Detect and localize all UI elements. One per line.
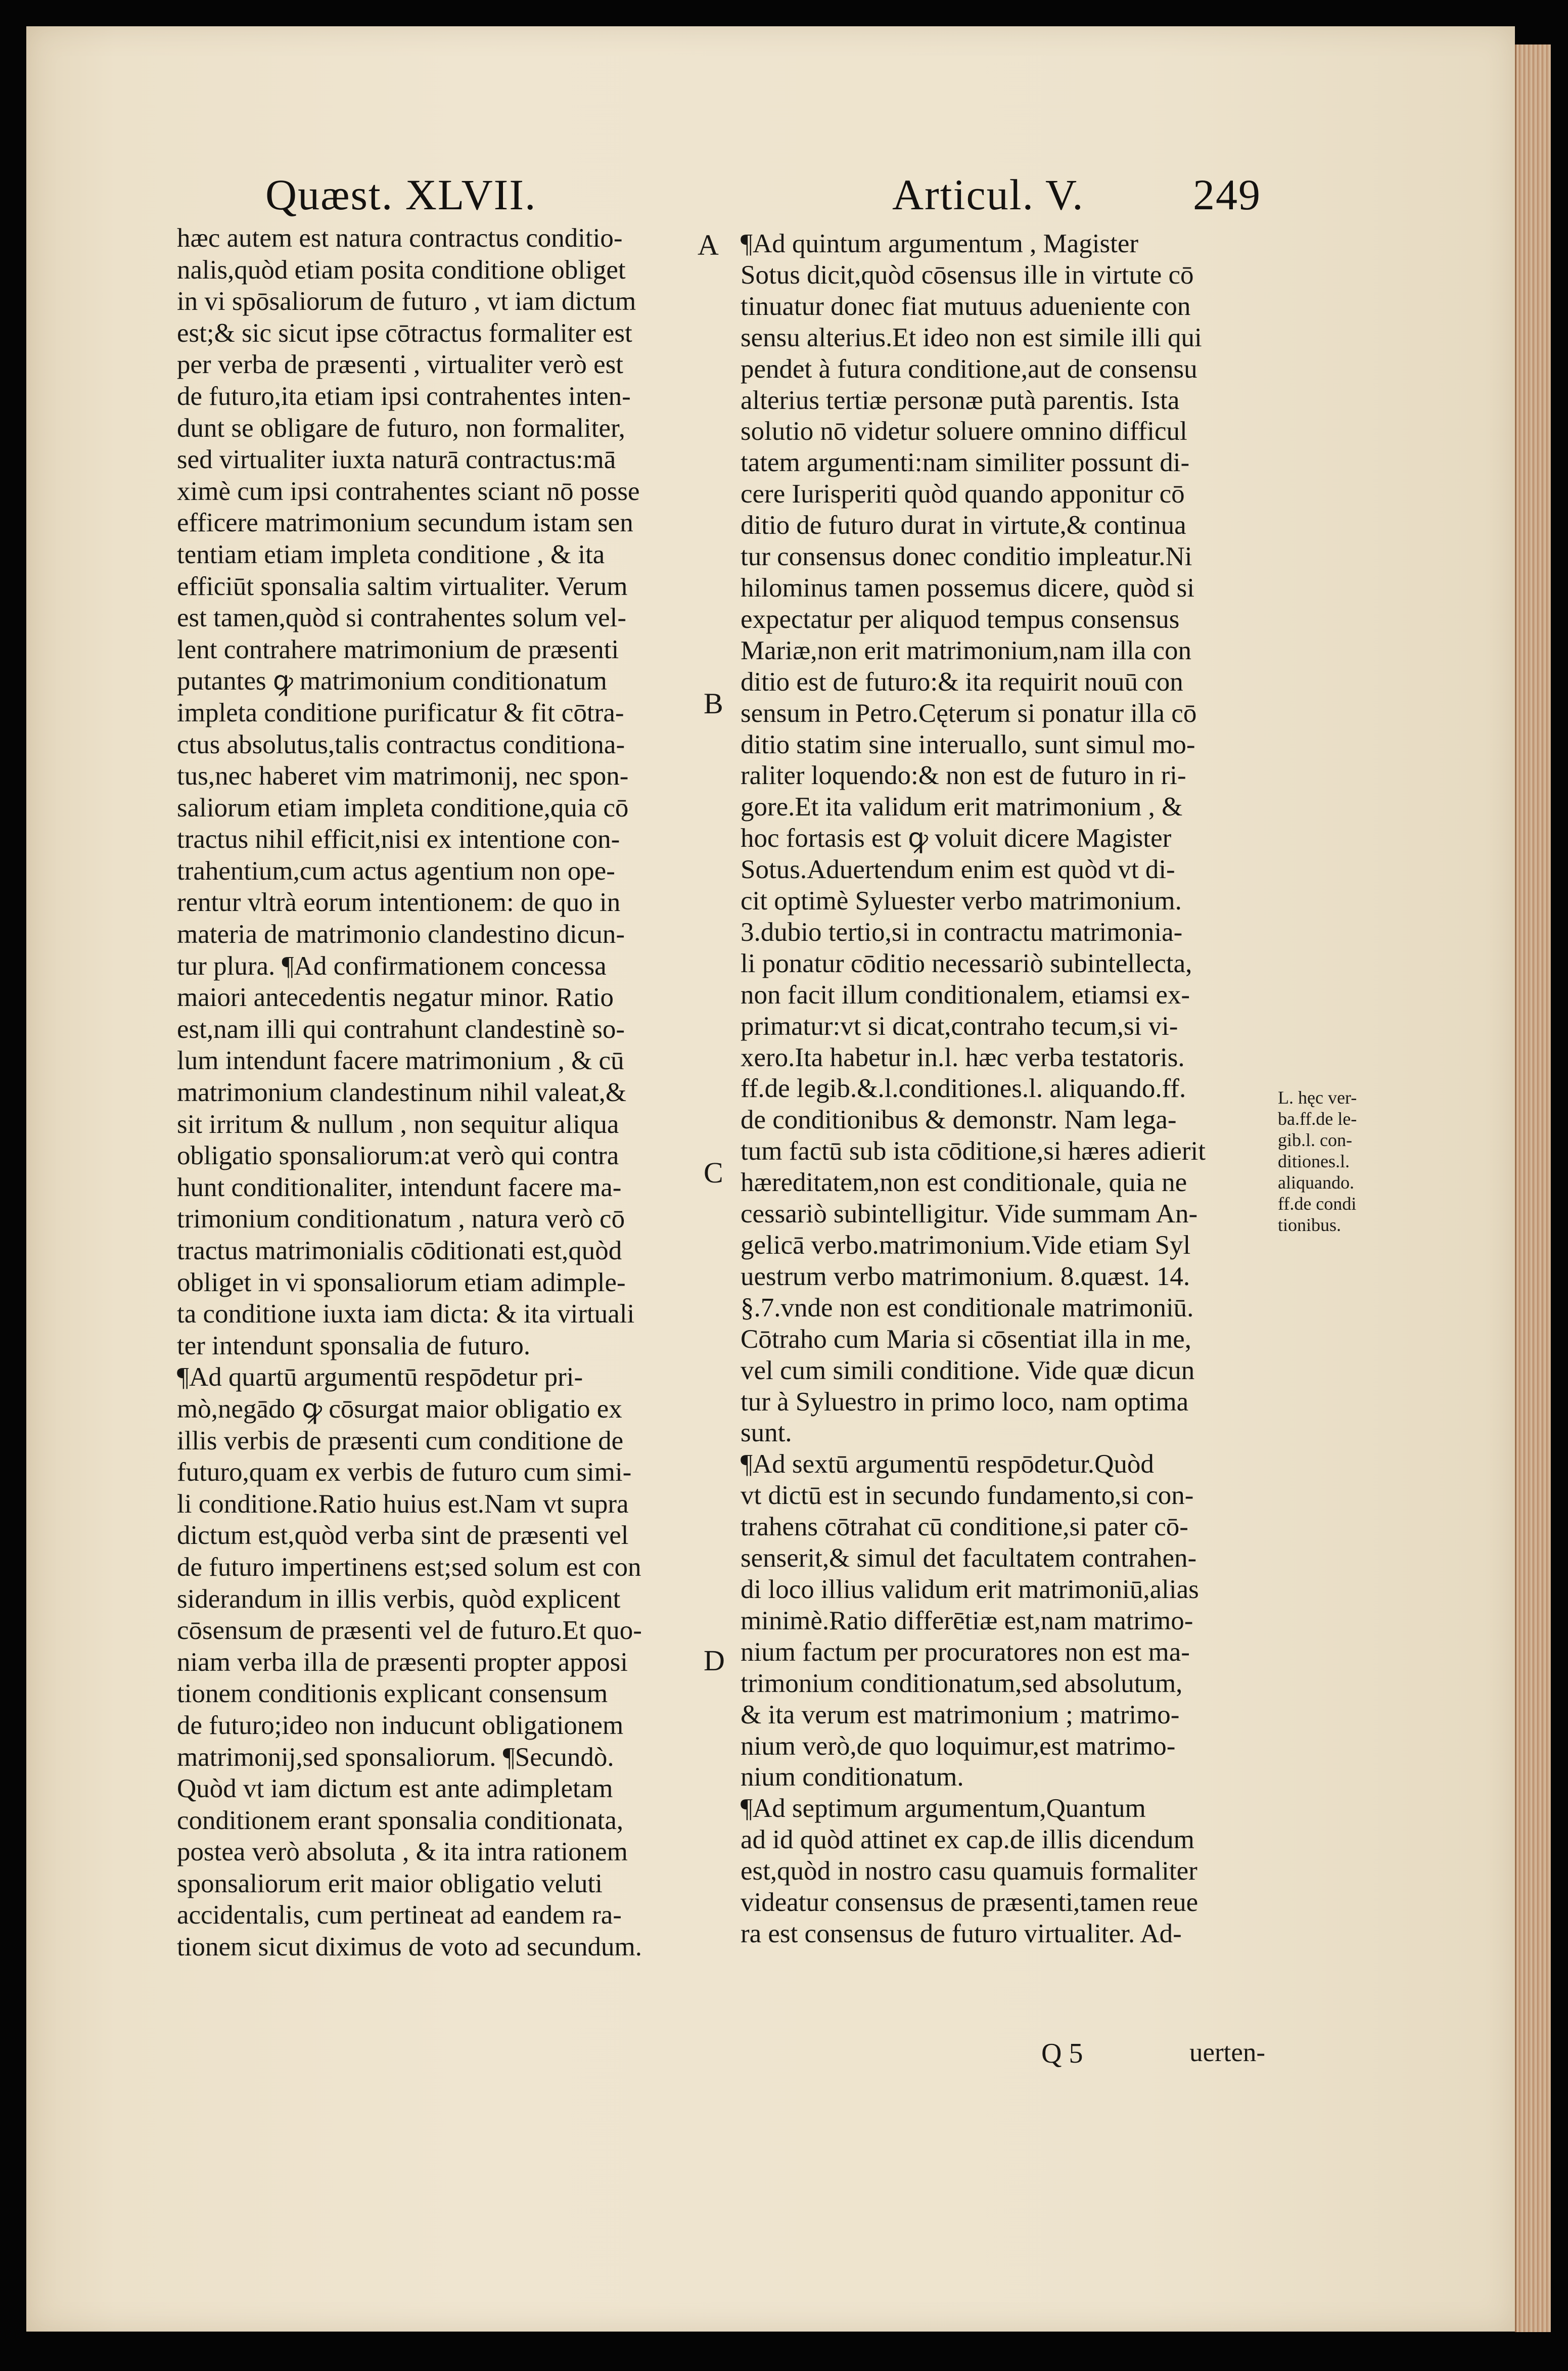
text-line: tum factū sub ista cōditione,si hæres adierit	[741, 1136, 1206, 1166]
text-line: solutio nō videtur soluere omnino difficul	[741, 417, 1187, 446]
text-line: materia de matrimonio clandestino dicun-	[177, 920, 625, 949]
text-line: est,nam illi qui contrahunt clandestinè so-	[177, 1014, 625, 1044]
text-line: nalis,quòd etiam posita conditione obliget	[177, 255, 626, 285]
text-line: per verba de præsenti , virtualiter verò est	[177, 350, 624, 380]
text-line: cōsensum de præsenti vel de futuro.Et quo-	[177, 1616, 642, 1646]
text-line: trimonium conditionatum , natura verò cō	[177, 1204, 625, 1234]
text-line: tur à Syluestro in primo loco, nam optima	[741, 1387, 1189, 1417]
text-line: raliter loquendo:& non est de futuro in ri-	[741, 761, 1186, 791]
text-line: cessariò subintelligitur. Vide summam An-	[741, 1199, 1198, 1229]
citation-line: ff.de condi	[1278, 1194, 1357, 1214]
text-line: sunt.	[741, 1418, 792, 1448]
text-line: futuro,quam ex verbis de futuro cum simi-	[177, 1457, 632, 1487]
text-line: postea verò absoluta , & ita intra rationem	[177, 1837, 628, 1867]
text-line: tus,nec haberet vim matrimonij, nec spon-	[177, 761, 629, 791]
text-line: dunt se obligare de futuro, non formaliter,	[177, 413, 625, 443]
text-line: sit irritum & nullum , non sequitur aliqua	[177, 1109, 619, 1139]
text-line: cere Iurisperiti quòd quando apponitur cō	[741, 479, 1185, 509]
margin-letter-a: A	[698, 229, 719, 261]
citation-line: aliquando.	[1278, 1172, 1354, 1193]
text-line: ditio de futuro durat in virtute,& continua	[741, 511, 1186, 540]
text-line: ¶Ad sextū argumentū respōdetur.Quòd	[741, 1449, 1154, 1479]
text-line: de futuro impertinens est;sed solum est con	[177, 1552, 641, 1582]
catchword: uerten-	[1189, 2038, 1266, 2067]
text-line: ditio statim sine interuallo, sunt simul mo-	[741, 729, 1195, 759]
page-edges	[1515, 44, 1551, 2332]
text-line: tinuatur donec fiat mutuus adueniente con	[741, 291, 1191, 321]
margin-letter-c: C	[704, 1156, 723, 1189]
text-line: Cōtraho cum Maria si cōsentiat illa in me,	[741, 1324, 1191, 1354]
text-line: cit optimè Syluester verbo matrimonium.	[741, 886, 1182, 916]
text-line: & ita verum est matrimonium ; matrimo-	[741, 1700, 1180, 1729]
text-line: ¶Ad quintum argumentum , Magister	[741, 229, 1139, 258]
text-line: ter intendunt sponsalia de futuro.	[177, 1331, 531, 1360]
marginal-citation	[1278, 1087, 1409, 1236]
text-line: efficiūt sponsalia saltim virtualiter. Verum	[177, 571, 628, 601]
text-line: tentiam etiam impleta conditione , & ita	[177, 539, 605, 569]
text-line: sensu alterius.Et ideo non est simile illi qui	[741, 323, 1202, 352]
text-line: Mariæ,non erit matrimonium,nam illa con	[741, 635, 1191, 665]
citation-line: ditiones.l.	[1278, 1151, 1350, 1171]
text-line: nium conditionatum.	[741, 1762, 964, 1792]
citation-line: L. hęc ver-	[1278, 1087, 1357, 1108]
text-line: trimonium conditionatum,sed absolutum,	[741, 1668, 1183, 1698]
text-line: videatur consensus de præsenti,tamen reue	[741, 1888, 1198, 1918]
text-line: de conditionibus & demonstr. Nam lega-	[741, 1105, 1177, 1135]
text-line: tractus nihil efficit,nisi ex intentione con-	[177, 825, 620, 854]
text-line: xero.Ita habetur in.l. hæc verba testatoris.	[741, 1042, 1185, 1072]
text-line: ta conditione iuxta iam dicta: & ita virtuali	[177, 1299, 635, 1329]
text-line: tionem sicut diximus de voto ad secundum.	[177, 1932, 642, 1962]
text-line: est;& sic sicut ipse cōtractus formaliter est	[177, 318, 632, 348]
text-line: gelicā verbo.matrimonium.Vide etiam Syl	[741, 1230, 1191, 1260]
text-line: ra est consensus de futuro virtualiter. Ad-	[741, 1919, 1182, 1948]
text-line: vt dictū est in secundo fundamento,si con-	[741, 1481, 1194, 1511]
text-line: nium verò,de quo loquimur,est matrimo-	[741, 1731, 1176, 1761]
text-line: tatem argumenti:nam similiter possunt di-	[741, 448, 1190, 478]
text-line: §.7.vnde non est conditionale matrimoniū.	[741, 1293, 1194, 1323]
text-line: ditio est de futuro:& ita requirit nouū con	[741, 667, 1183, 697]
text-line: li conditione.Ratio huius est.Nam vt supra	[177, 1489, 629, 1519]
text-line: pendet à futura conditione,aut de consensu	[741, 354, 1197, 384]
text-line: Quòd vt iam dictum est ante adimpletam	[177, 1774, 613, 1804]
text-line: tractus matrimonialis cōditionati est,quòd	[177, 1236, 622, 1265]
text-line: est tamen,quòd si contrahentes solum vel-	[177, 603, 627, 633]
citation-line: gib.l. con-	[1278, 1130, 1352, 1150]
text-line: ff.de legib.&.l.conditiones.l. aliquando.ff.	[741, 1074, 1186, 1104]
text-line: sponsaliorum erit maior obligatio veluti	[177, 1868, 603, 1898]
text-line: sensum in Petro.Cęterum si ponatur illa cō	[741, 698, 1197, 728]
text-line: saliorum etiam impleta conditione,quia cō	[177, 793, 629, 823]
text-line: ad id quòd attinet ex cap.de illis dicendum	[741, 1825, 1194, 1855]
text-line: efficere matrimonium secundum istam sen	[177, 508, 633, 538]
text-line: accidentalis, cum pertineat ad eandem ra-	[177, 1900, 622, 1930]
text-line: matrimonij,sed sponsaliorum. ¶Secundò.	[177, 1742, 614, 1772]
text-line: matrimonium clandestinum nihil valeat,&	[177, 1078, 627, 1108]
margin-letter-d: D	[704, 1644, 725, 1677]
text-line: vel cum simili conditione. Vide quæ dicun	[741, 1355, 1195, 1385]
text-line: tionem conditionis explicant consensum	[177, 1679, 608, 1709]
text-line: gore.Et ita validum erit matrimonium , &	[741, 792, 1183, 822]
text-line: impleta conditione purificatur & fit cōtra-	[177, 698, 624, 727]
running-head-article: Articul. V.	[892, 170, 1084, 219]
text-line: putantes ꝙ matrimonium conditionatum	[177, 666, 607, 696]
text-line: rentur vltrà eorum intentionem: de quo in	[177, 888, 621, 918]
text-line: lent contrahere matrimonium de præsenti	[177, 634, 619, 664]
text-line: trahens cōtrahat cū conditione,si pater cō-	[741, 1512, 1188, 1542]
text-line: Sotus.Aduertendum enim est quòd vt di-	[741, 855, 1175, 885]
text-line: non facit illum conditionalem, etiamsi ex-	[741, 980, 1190, 1010]
text-line: hunt conditionaliter, intendunt facere ma-	[177, 1172, 622, 1202]
text-line: uestrum verbo matrimonium. 8.quæst. 14.	[741, 1261, 1190, 1291]
text-line: ¶Ad septimum argumentum,Quantum	[741, 1794, 1146, 1823]
text-line: dictum est,quòd verba sint de præsenti vel	[177, 1521, 629, 1551]
text-line: hæreditatem,non est conditionale, quia ne	[741, 1168, 1187, 1198]
text-line: minimè.Ratio differētiæ est,nam matrimo-	[741, 1606, 1193, 1635]
text-line: niam verba illa de præsenti propter apposi	[177, 1647, 628, 1677]
text-line: hilominus tamen possemus dicere, quòd si	[741, 573, 1194, 603]
text-line: senserit,& simul det facultatem contrahen-	[741, 1543, 1197, 1573]
running-head-question: Quæst. XLVII.	[265, 170, 537, 219]
right-text-column	[741, 229, 1276, 1950]
text-line: ximè cum ipsi contrahentes sciant nō posse	[177, 476, 640, 506]
text-line: Sotus dicit,quòd cōsensus ille in virtute cō	[741, 260, 1194, 290]
margin-letter-b: B	[704, 687, 723, 720]
text-line: tur consensus donec conditio impleatur.Ni	[741, 542, 1192, 572]
text-line: trahentium,cum actus agentium non ope-	[177, 856, 615, 886]
text-line: di loco illius validum erit matrimoniū,alias	[741, 1574, 1199, 1604]
text-line: in vi spōsaliorum de futuro , vt iam dictum	[177, 287, 636, 316]
left-text-column	[177, 222, 690, 1963]
text-line: hæc autem est natura contractus conditio-	[177, 223, 623, 253]
text-line: alterius tertiæ personæ putà parentis. Ista	[741, 385, 1180, 415]
text-line: mò,negādo ꝙ cōsurgat maior obligatio ex	[177, 1394, 622, 1424]
text-line: primatur:vt si dicat,contraho tecum,si vi-	[741, 1011, 1178, 1041]
text-line: ¶Ad quartū argumentū respōdetur pri-	[177, 1362, 583, 1392]
text-line: hoc fortasis est ꝙ voluit dicere Magister	[741, 824, 1172, 853]
text-line: obliget in vi sponsaliorum etiam adimple-	[177, 1267, 626, 1297]
text-line: expectatur per aliquod tempus consensus	[741, 604, 1180, 634]
citation-line: ba.ff.de le-	[1278, 1109, 1357, 1129]
text-line: 3.dubio tertio,si in contractu matrimonia-	[741, 917, 1183, 947]
text-line: sed virtualiter iuxta naturā contractus:mā	[177, 445, 616, 475]
text-line: maiori antecedentis negatur minor. Ratio	[177, 983, 614, 1013]
text-line: nium factum per procuratores non est ma-	[741, 1637, 1190, 1667]
text-line: de futuro;ideo non inducunt obligationem	[177, 1710, 624, 1740]
text-line: li ponatur cōditio necessariò subintellecta,	[741, 948, 1192, 978]
page-number: 249	[1193, 170, 1261, 219]
text-line: conditionem erant sponsalia conditionata,	[177, 1805, 624, 1835]
text-line: de futuro,ita etiam ipsi contrahentes inten-	[177, 381, 631, 411]
citation-line: tionibus.	[1278, 1215, 1342, 1235]
text-line: obligatio sponsaliorum:at verò qui contra	[177, 1141, 619, 1171]
text-line: siderandum in illis verbis, quòd explicent	[177, 1584, 621, 1614]
text-line: ctus absolutus,talis contractus conditiona-	[177, 729, 625, 759]
text-line: illis verbis de præsenti cum conditione de	[177, 1426, 624, 1455]
text-line: est,quòd in nostro casu quamuis formaliter	[741, 1856, 1197, 1886]
text-line: tur plura. ¶Ad confirmationem concessa	[177, 951, 607, 981]
signature-mark: Q 5	[1041, 2038, 1083, 2069]
text-line: lum intendunt facere matrimonium , & cū	[177, 1046, 624, 1076]
